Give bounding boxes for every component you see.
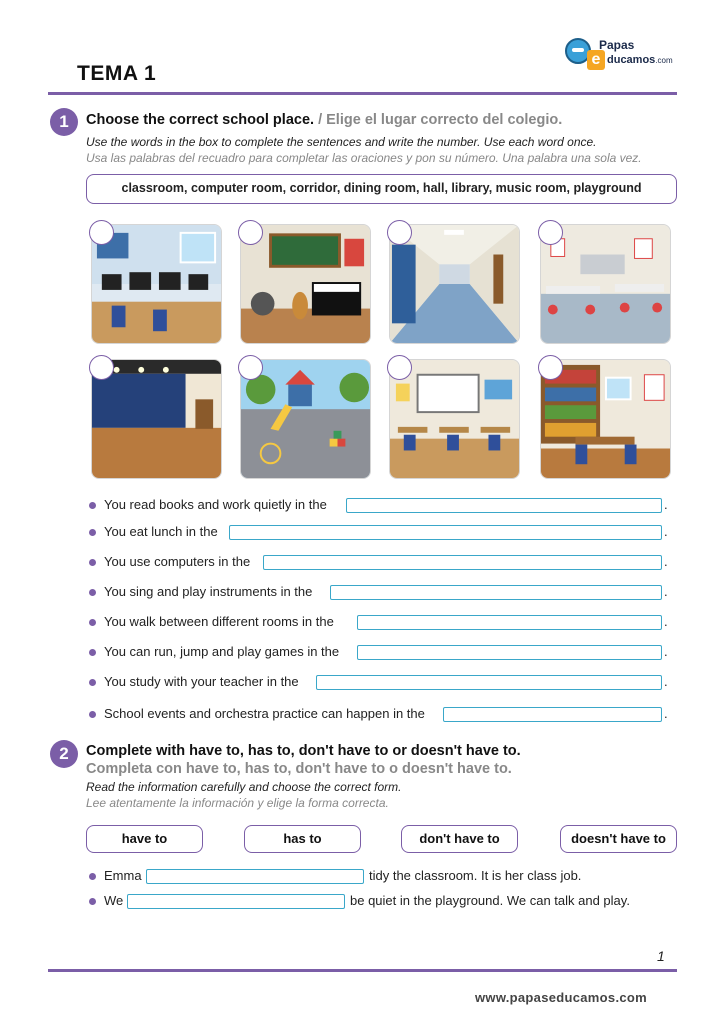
sentence-8: School events and orchestra practice can happen in the [104, 706, 425, 721]
answer-field-5[interactable] [357, 615, 662, 630]
papaseducamos-logo [565, 36, 680, 72]
answer-field-6[interactable] [357, 645, 662, 660]
answer-field-3[interactable] [263, 555, 662, 570]
sentence-end: . [664, 497, 668, 512]
sentence-end: . [664, 584, 668, 599]
sentence-6: You can run, jump and play games in the [104, 644, 340, 659]
picture-corridor [389, 224, 520, 344]
answer-field-1[interactable] [346, 498, 662, 513]
exercise-1-number: 1 [50, 108, 78, 136]
exercise-2-sentence-1-end: tidy the classroom. It is her class job. [369, 868, 582, 883]
sentence-end: . [664, 614, 668, 629]
answer-circle-1[interactable] [89, 220, 114, 245]
exercise-1-instruction-es: Usa las palabras del recuadro para completar las oraciones y pon su número. Una palabra una sola vez. [86, 151, 642, 165]
sentence-end: . [664, 524, 668, 539]
picture-hall [91, 359, 222, 479]
picture-dining-room [540, 224, 671, 344]
sentence-2: You eat lunch in the [104, 524, 218, 539]
bullet [89, 559, 96, 566]
word-box: classroom, computer room, corridor, dining room, hall, library, music room, playground [86, 174, 677, 204]
picture-library [540, 359, 671, 479]
logo-e-letter: e [587, 50, 605, 70]
exercise-2-answer-field-1[interactable] [146, 869, 364, 884]
exercise-2-title-es: Completa con have to, has to, don't have to o doesn't have to. [86, 761, 512, 777]
bullet [89, 619, 96, 626]
exercise-2-sentence-1-start: Emma [104, 868, 142, 883]
bullet [89, 873, 96, 880]
sentence-5: You walk between different rooms in the [104, 614, 334, 629]
answer-field-8[interactable] [443, 707, 662, 722]
option-has-to[interactable]: has to [244, 825, 361, 853]
sentence-end: . [664, 644, 668, 659]
bullet [89, 502, 96, 509]
bullet [89, 649, 96, 656]
exercise-2-sentence-2-start: We [104, 893, 124, 908]
website-link[interactable]: www.papaseducamos.com [475, 990, 647, 1005]
bullet [89, 711, 96, 718]
picture-playground [240, 359, 371, 479]
logo-top-text: Papas [599, 38, 635, 52]
bottom-divider [48, 969, 677, 972]
sentence-3: You use computers in the [104, 554, 251, 569]
top-divider [48, 92, 677, 95]
sentence-end: . [664, 706, 668, 721]
exercise-2-title-en: Complete with have to, has to, don't have to or doesn't have to. [86, 743, 521, 759]
option-dont-have-to[interactable]: don't have to [401, 825, 518, 853]
answer-circle-3[interactable] [387, 220, 412, 245]
bullet [89, 898, 96, 905]
option-have-to[interactable]: have to [86, 825, 203, 853]
sentence-end: . [664, 674, 668, 689]
sentence-7: You study with your teacher in the [104, 674, 299, 689]
exercise-2-sentence-2-end: be quiet in the playground. We can talk and play. [350, 893, 630, 908]
exercise-2-answer-field-2[interactable] [127, 894, 345, 909]
answer-circle-8[interactable] [538, 355, 563, 380]
logo-bottom-text: ducamos.com [607, 54, 673, 66]
option-doesnt-have-to[interactable]: doesn't have to [560, 825, 677, 853]
bullet [89, 589, 96, 596]
exercise-2-instruction-es: Lee atentamente la información y elige la forma correcta. [86, 796, 389, 810]
sentence-1: You read books and work quietly in the [104, 497, 327, 512]
page-title: TEMA 1 [77, 62, 157, 85]
answer-circle-2[interactable] [238, 220, 263, 245]
picture-music-room [240, 224, 371, 344]
answer-circle-6[interactable] [238, 355, 263, 380]
exercise-1-title: Choose the correct school place. / Elige el lugar correcto del colegio. [86, 112, 563, 128]
exercise-2-instruction-en: Read the information carefully and choose the correct form. [86, 780, 402, 794]
answer-field-7[interactable] [316, 675, 662, 690]
exercise-2-number: 2 [50, 740, 78, 768]
sentence-end: . [664, 554, 668, 569]
answer-field-2[interactable] [229, 525, 662, 540]
bullet [89, 529, 96, 536]
answer-field-4[interactable] [330, 585, 662, 600]
answer-circle-4[interactable] [538, 220, 563, 245]
exercise-1-instruction-en: Use the words in the box to complete the sentences and write the number. Use each word once. [86, 135, 597, 149]
bullet [89, 679, 96, 686]
answer-circle-7[interactable] [387, 355, 412, 380]
picture-classroom [389, 359, 520, 479]
picture-computer-room [91, 224, 222, 344]
page-number: 1 [657, 948, 665, 964]
sentence-4: You sing and play instruments in the [104, 584, 313, 599]
answer-circle-5[interactable] [89, 355, 114, 380]
